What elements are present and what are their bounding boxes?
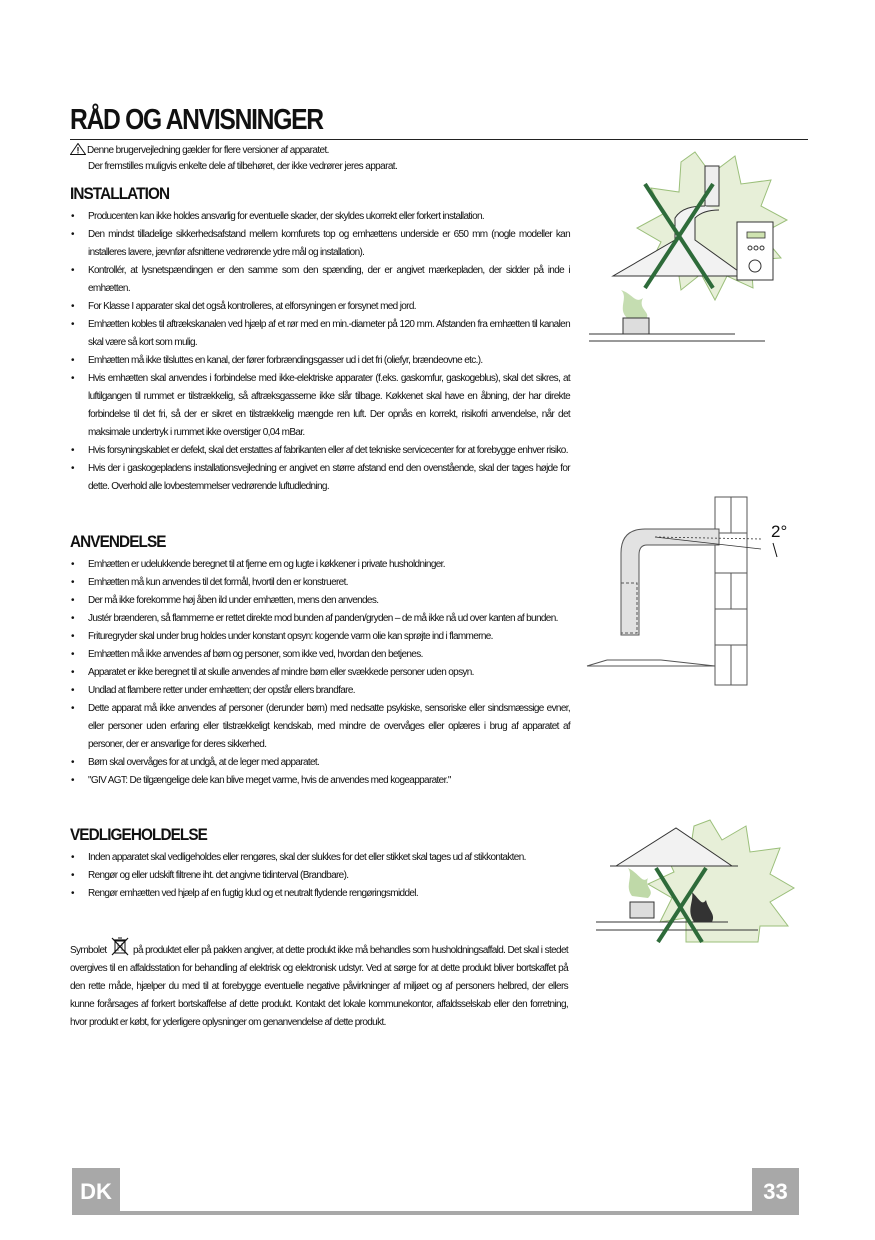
list-item: • Rengør og eller udskift filtrene iht. det angivne tidinterval (Brandbare).: [70, 867, 570, 885]
list-item: • Dette apparat må ikke anvendes af personer (derunder børn) med nedsatte psykiske, sensoriske eller sindsmæssige evner, eller personer uden erfaring eller tilstrækkeligt kendskab, med mindre de overvåges eller oplæres i brug af apparatet af personer, der er ansvarlige for deres sikkerhed.: [70, 700, 570, 754]
duct-pipe: [621, 529, 719, 635]
list-item: • Børn skal overvåges for at undgå, at de leger med apparatet.: [70, 754, 570, 772]
list-item: • Der må ikke forekomme høj åben ild under emhætten, mens den anvendes.: [70, 592, 570, 610]
intro-line-2: Der fremstilles muligvis enkelte dele af tilbehøret, der ikke vedrører jeres apparat.: [88, 161, 398, 172]
installation-list: [70, 208, 570, 496]
appliance-display: [747, 232, 765, 238]
vedligehold-list: [70, 849, 570, 903]
weee-text-before: Symbolet: [70, 945, 107, 956]
installation-section: [70, 184, 570, 496]
hood-installation-figure: [585, 148, 790, 348]
list-item: • Emhætten må kun anvendes til det formål, hvortil den er konstrueret.: [70, 574, 570, 592]
page-number: 33: [752, 1168, 799, 1215]
list-item: • Producenten kan ikke holdes ansvarlig for eventuelle skader, der skyldes ukorrekt eller forkert installation.: [70, 208, 570, 226]
list-item: • Kontrollér, at lysnetspændingen er den samme som den spænding, der er angivet mærkepladen, der sidder på inde i emhætten.: [70, 262, 570, 298]
title-rule: [70, 139, 808, 140]
list-item: • Hvis forsyningskablet er defekt, skal det erstattes af fabrikanten eller af det tekniske servicecenter for at forebygge enhver risiko.: [70, 442, 570, 460]
weee-text-after: på produktet eller på pakken angiver, at dette produkt ikke må behandles som husholdningsaffald. Det skal i stedet overgives til en affaldsstation for behandling af elektrisk og elektronisk udstyr. Ved at sørge for at dette produkt bliver bortskaffet på den rette måde, hjælper du med til at forebygge eventuelle negative påvirkninger af miljøet og af personers helbred, der ellers kunne forårsages af forkert bortskaffelse af dette produkt. Kontakt det lokale kommunekontor, affaldsselskab eller den forretning, hvor produkt er købt, for yderligere oplysninger om genanvendelse af dette produkt.: [70, 945, 568, 1028]
language-badge: DK: [72, 1168, 120, 1215]
vedligehold-section: [70, 825, 570, 903]
angle-label: 2°: [771, 522, 788, 541]
appliance-panel: [737, 222, 773, 280]
pot-icon: [630, 902, 654, 918]
list-item: • Emhætten må ikke anvendes af børn og personer, som ikke ved, hvordan den betjenes.: [70, 646, 570, 664]
list-item: • Emhætten kobles til aftrækskanalen ved hjælp af et rør med en min.-diameter på 120 mm. Afstanden fra emhætten til kanalen skal være så kort som mulig.: [70, 316, 570, 352]
angle-arrow: [773, 543, 777, 557]
anvendelse-heading: ANVENDELSE: [70, 532, 166, 551]
list-item: • Inden apparatet skal vedligeholdes eller rengøres, skal der slukkes for det eller stikket skal tages ud af stikkontakten.: [70, 849, 570, 867]
list-item: • Justér brænderen, så flammerne er rettet direkte mod bunden af panden/gryden – de må ikke nå ud over kanten af bunden.: [70, 610, 570, 628]
list-item: • "GIV AGT: De tilgængelige dele kan blive meget varme, hvis de anvendes med kogeapparater.": [70, 772, 570, 790]
intro-line-1: [70, 143, 570, 159]
duct-angle-figure: [585, 495, 800, 690]
anvendelse-list: [70, 556, 570, 790]
list-item: • Emhætten er udelukkende beregnet til at fjerne em og lugte i køkkener i private husholdninger.: [70, 556, 570, 574]
list-item: • Den mindst tilladelige sikkerhedsafstand mellem komfurets top og emhættens underside er 650 mm (nogle modeller kan installeres lavere, jævnfør afsnittene vedrørende ydre mål og installation).: [70, 226, 570, 262]
footer-rule: [120, 1211, 752, 1215]
no-flame-figure: [590, 818, 795, 943]
list-item: • Hvis der i gaskogepladens installationsvejledning er angivet en større afstand end den ovenstående, skal der tages højde for dette. Overhold alle lovbestemmelser vedrørende luftudledning.: [70, 460, 570, 496]
weee-disposal-note: [70, 935, 568, 1032]
pot-icon: [623, 318, 649, 334]
vedligehold-heading: VEDLIGEHOLDELSE: [70, 825, 207, 844]
list-item: • Hvis emhætten skal anvendes i forbindelse med ikke-elektriske apparater (f.eks. gaskomfur, gaskogeblus), skal det sikres, at luftilgangen til rummet er tilstrækkelig, så aftræksgasserne ikke slår tilbage. Køkkenet skal have en åbning, der har direkte forbindelse til det fri, så der er sikret en tilstrækkelig mængde ren luft. Der opnås en korrekt, risikofri anvendelse, når det maksimale undertryk i rummet ikke overstiger 0,04 mBar.: [70, 370, 570, 442]
intro-note: [70, 143, 570, 175]
anvendelse-section: [70, 532, 570, 790]
crossed-bin-icon: [109, 935, 131, 957]
list-item: • Rengør emhætten ved hjælp af en fugtig klud og et neutralt flydende rengøringsmiddel.: [70, 885, 570, 903]
page-title: RÅD OG ANVISNINGER: [70, 104, 323, 136]
steam-icon: [628, 868, 651, 898]
list-item: • For Klasse I apparater skal det også kontrolleres, at elforsyningen er forsynet med jord.: [70, 298, 570, 316]
installation-heading: INSTALLATION: [70, 184, 170, 203]
list-item: • Emhætten må ikke tilsluttes en kanal, der fører forbrændingsgasser ud i det fri (oliefyr, brændeovne etc.).: [70, 352, 570, 370]
list-item: • Apparatet er ikke beregnet til at skulle anvendes af mindre børn eller svækkede personer uden opsyn.: [70, 664, 570, 682]
intro-text-1: Denne brugervejledning gælder for flere versioner af apparatet.: [87, 145, 329, 156]
list-item: • Frituregryder skal under brug holdes under konstant opsyn: kogende varm olie kan sprøjte ind i flammerne.: [70, 628, 570, 646]
list-item: • Undlad at flambere retter under emhætten; der opstår ellers brandfare.: [70, 682, 570, 700]
steam-icon: [621, 290, 647, 320]
warning-icon: [70, 143, 86, 155]
